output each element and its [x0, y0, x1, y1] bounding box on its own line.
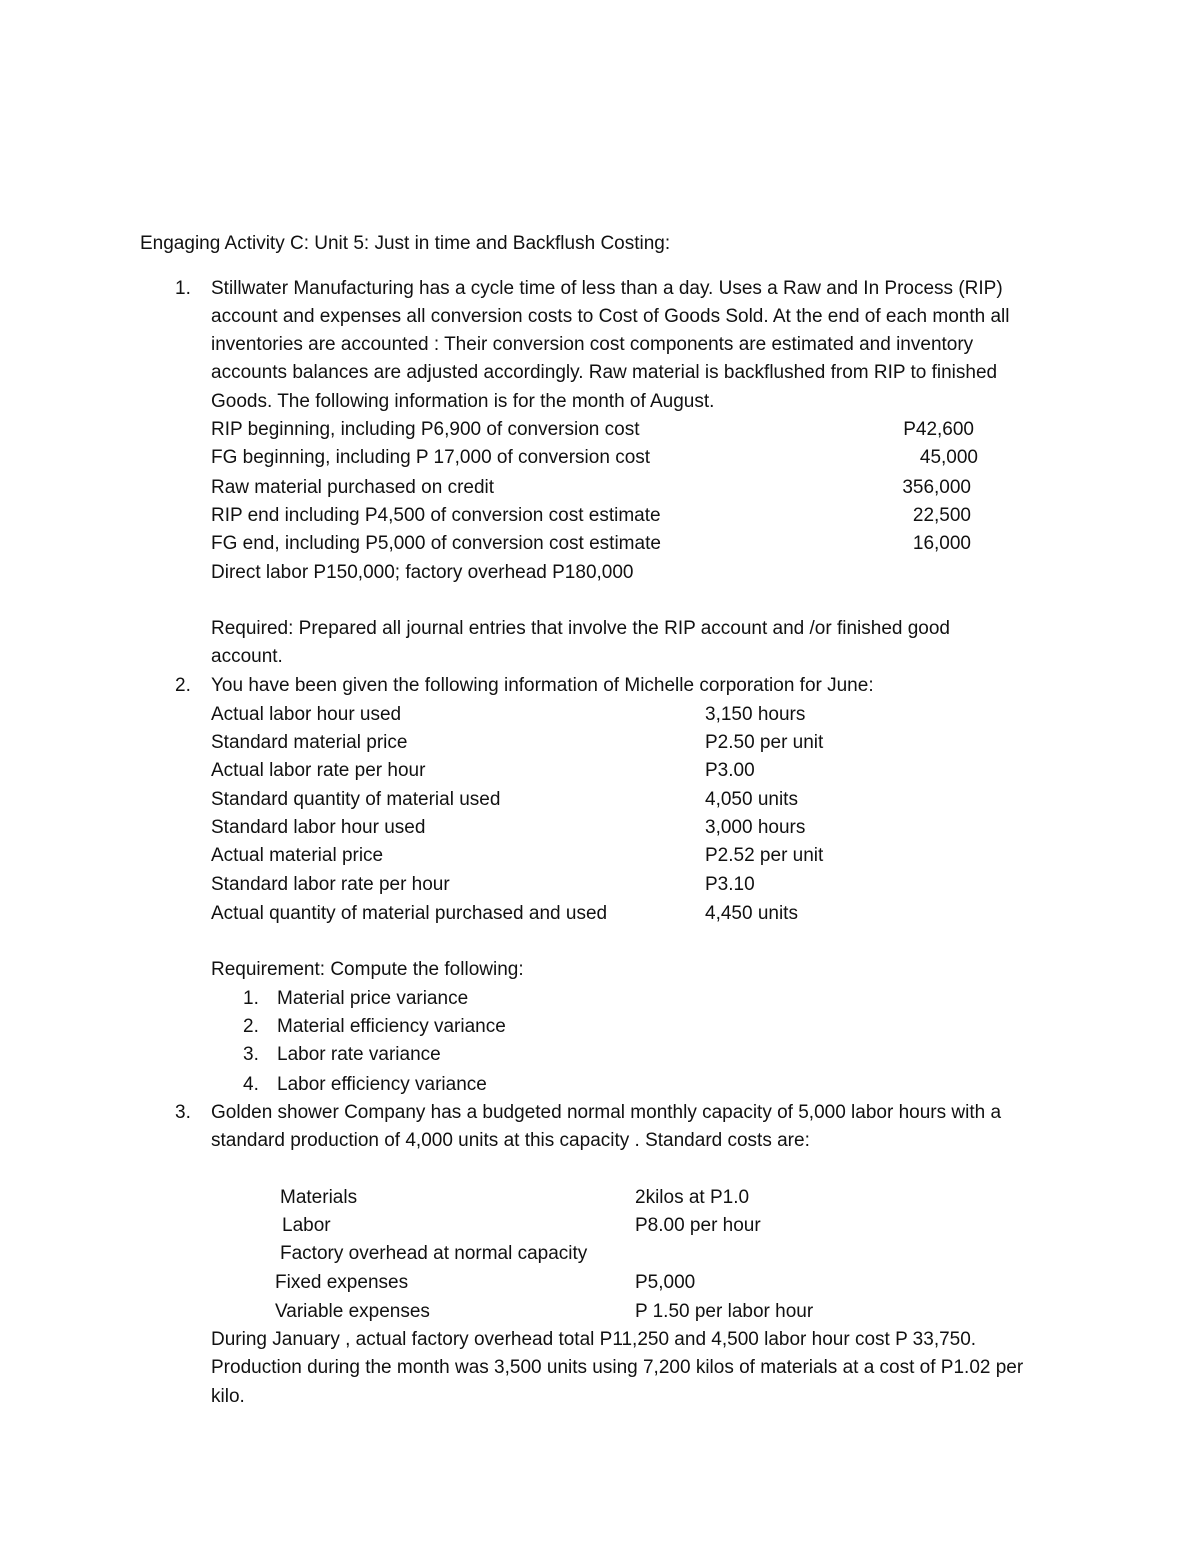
q3-cost-label: Labor	[282, 1215, 331, 1236]
q3-cost-label: Materials	[280, 1187, 358, 1208]
q2-item-value: P3.10	[705, 874, 755, 895]
q2-item-label: Standard material price	[211, 732, 408, 753]
q2-subitem-text: Labor rate variance	[277, 1044, 441, 1065]
q1-item-label: Raw material purchased on credit	[211, 477, 495, 498]
q2-subitem-text: Material efficiency variance	[277, 1016, 506, 1037]
q3-cost-value: P5,000	[635, 1272, 696, 1293]
q3-closing-line: Production during the month was 3,500 units using 7,200 kilos of materials at a cost of P1.02 per	[211, 1357, 1024, 1378]
q2-item-label: Standard labor hour used	[211, 817, 426, 838]
q1-labor-line: Direct labor P150,000; factory overhead P180,000	[211, 562, 634, 583]
q3-cost-label: Factory overhead at normal capacity	[280, 1243, 588, 1264]
q3-cost-value: 2kilos at P1.0	[635, 1187, 750, 1208]
q2-subitem-number: 2.	[243, 1016, 259, 1037]
q3-paragraph-line: standard production of 4,000 units at this capacity . Standard costs are:	[211, 1130, 810, 1151]
q2-intro: You have been given the following information of Michelle corporation for June:	[211, 675, 874, 696]
q1-paragraph-line: inventories are accounted : Their conversion cost components are estimated and inventory	[211, 334, 974, 355]
q1-item-label: FG beginning, including P 17,000 of conversion cost	[211, 447, 651, 468]
document-title: Engaging Activity C: Unit 5: Just in time and Backflush Costing:	[140, 233, 671, 254]
q2-item-value: 3,000 hours	[705, 817, 806, 838]
q1-item-value: 22,500	[912, 505, 971, 526]
q3-cost-value: P 1.50 per labor hour	[635, 1301, 814, 1322]
q2-subitem-number: 3.	[243, 1044, 259, 1065]
q2-item-value: P2.50 per unit	[705, 732, 824, 753]
q2-item-label: Actual labor rate per hour	[211, 760, 426, 781]
q2-subitem-number: 4.	[243, 1074, 259, 1095]
q2-item-label: Standard labor rate per hour	[211, 874, 450, 895]
q3-number: 3.	[175, 1102, 191, 1123]
q2-subitem-number: 1.	[243, 988, 259, 1009]
q1-item-value: P42,600	[903, 419, 974, 440]
q1-paragraph-line: accounts balances are adjusted accordingly. Raw material is backflushed from RIP to finished	[211, 362, 998, 383]
q3-cost-label: Variable expenses	[275, 1301, 430, 1322]
q1-required-line: Required: Prepared all journal entries that involve the RIP account and /or finished good	[211, 618, 950, 639]
q1-required-line: account.	[211, 646, 283, 667]
q3-paragraph-line: Golden shower Company has a budgeted normal monthly capacity of 5,000 labor hours with a	[211, 1102, 1002, 1123]
q1-item-label: RIP end including P4,500 of conversion cost estimate	[211, 505, 661, 526]
q1-paragraph-line: Stillwater Manufacturing has a cycle time of less than a day. Uses a Raw and In Process (RIP)	[211, 278, 1003, 299]
q2-item-label: Actual material price	[211, 845, 384, 866]
q1-number: 1.	[175, 278, 191, 299]
q1-paragraph-line: account and expenses all conversion costs to Cost of Goods Sold. At the end of each month all	[211, 306, 1010, 327]
q2-requirement: Requirement: Compute the following:	[211, 959, 524, 980]
q2-item-value: P3.00	[705, 760, 755, 781]
q2-subitem-text: Material price variance	[277, 988, 469, 1009]
q2-item-label: Actual quantity of material purchased and used	[211, 903, 608, 924]
q2-item-value: 4,450 units	[705, 903, 798, 924]
q3-cost-label: Fixed expenses	[275, 1272, 409, 1293]
q1-item-label: FG end, including P5,000 of conversion cost estimate	[211, 533, 661, 554]
q2-item-label: Actual labor hour used	[211, 704, 402, 725]
q2-subitem-text: Labor efficiency variance	[277, 1074, 487, 1095]
q2-item-value: 3,150 hours	[705, 704, 806, 725]
q2-item-value: P2.52 per unit	[705, 845, 824, 866]
q2-number: 2.	[175, 675, 191, 696]
q1-paragraph-line: Goods. The following information is for the month of August.	[211, 391, 715, 412]
q3-cost-value: P8.00 per hour	[635, 1215, 761, 1236]
q1-item-value: 16,000	[912, 533, 971, 554]
q2-item-label: Standard quantity of material used	[211, 789, 501, 810]
q1-item-value: 356,000	[902, 477, 971, 498]
q2-item-value: 4,050 units	[705, 789, 798, 810]
q1-item-label: RIP beginning, including P6,900 of conversion cost	[211, 419, 640, 440]
q1-item-value: 45,000	[919, 447, 978, 468]
q3-closing-line: kilo.	[211, 1386, 245, 1407]
q3-closing-line: During January , actual factory overhead total P11,250 and 4,500 labor hour cost P 33,750.	[211, 1329, 977, 1350]
